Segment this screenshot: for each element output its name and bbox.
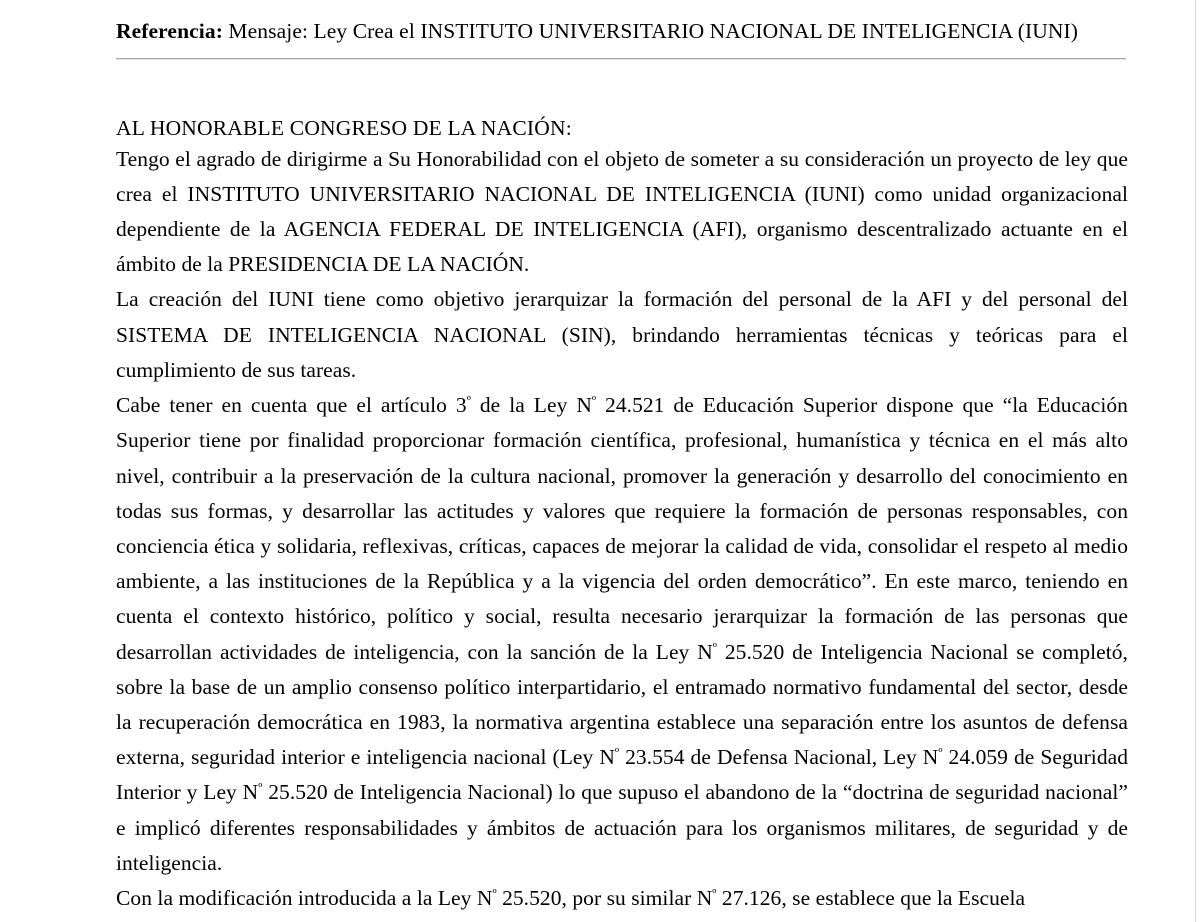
salutation: AL HONORABLE CONGRESO DE LA NACIÓN:	[116, 115, 572, 140]
paragraph-4-segment-b: 25.520, por su similar N	[496, 885, 713, 910]
paragraph-3-segment-b: de la Ley N	[470, 393, 592, 418]
paragraph-4-segment-c: 27.126, se establece que la Escuela	[716, 885, 1026, 910]
ordinal-marker-icon: º	[712, 886, 717, 902]
document-content	[116, 0, 1128, 916]
paragraph-4	[116, 881, 1128, 916]
reference-line	[116, 0, 1128, 45]
ordinal-marker-icon: º	[258, 780, 263, 796]
paragraph-3-segment-a: Cabe tener en cuenta que el artículo 3	[116, 393, 467, 418]
ordinal-marker-icon: º	[591, 393, 597, 409]
paragraph-1: Tengo el agrado de dirigirme a Su Honorabilidad con el objeto de someter a su consideración un proyecto de ley que crea el INSTITUTO UNIVERSITARIO NACIONAL DE INTELIGENCIA (IUNI) como unidad organizacional dependiente de la AGENCIA FEDERAL DE INTELIGENCIA (AFI), organismo descentralizado actuante en el ámbito de la PRESIDENCIA DE LA NACIÓN.	[116, 146, 1128, 277]
paragraph-3-segment-f: 24.059 de Seguridad Interior y Ley N	[116, 745, 1129, 805]
paragraph-3-segment-e: 23.554 de Defensa Nacional, Ley N	[619, 745, 939, 770]
paragraph-3-segment-g: 25.520 de Inteligencia Nacional) lo que supuso el abandono de la “doctrina de seguridad nacional” e implicó diferentes responsabilidades y ámbitos de actuación para los organismos militares, de seguridad y de inteligencia.	[116, 780, 1128, 875]
reference-text: Mensaje: Ley Crea el INSTITUTO UNIVERSITARIO NACIONAL DE INTELIGENCIA (IUNI)	[222, 19, 1078, 43]
header-divider-rule	[116, 58, 1126, 60]
ordinal-marker-icon: º	[614, 745, 620, 761]
ordinal-marker-icon: º	[712, 639, 717, 655]
paragraph-3-segment-c: 24.521 de Educación Superior dispone que “la Educación Superior tiene por finalidad proporcionar formación científica, profesional, humanística y técnica en el más alto nivel, contribuir a la preservación de la cultura nacional, promover la generación y desarrollo del conocimiento en todas sus formas, y desarrollar las actitudes y valores que requiere la formación de personas responsables, con conciencia ética y solidaria, reflexivas, críticas, capaces de mejorar la calidad de vida, consolidar el respeto al medio ambiente, a las instituciones de la República y a la vigencia del orden democrático”. En este marco, teniendo en cuenta el contexto histórico, político y social, resulta necesario jerarquizar la formación de las personas que desarrollan actividades de inteligencia, con la sanción de la Ley N	[116, 393, 1128, 664]
paragraph-3-segment-d: 25.520 de Inteligencia Nacional se completó, sobre la base de un amplio consenso político interpartidario, el entramado normativo fundamental del sector, desde la recuperación democrática en 1983, la normativa argentina establece una separación entre los asuntos de defensa externa, seguridad interior e inteligencia nacional (Ley N	[116, 639, 1128, 770]
reference-label: Referencia:	[116, 19, 223, 43]
paragraph-4-segment-a: Con la modificación introducida a la Ley N	[116, 885, 493, 910]
ordinal-marker-icon: º	[492, 886, 497, 902]
ordinal-marker-icon: º	[938, 745, 943, 761]
paragraph-3	[116, 388, 1128, 881]
paragraph-2: La creación del IUNI tiene como objetivo jerarquizar la formación del personal de la AFI y del personal del SISTEMA DE INTELIGENCIA NACIONAL (SIN), brindando herramientas técnicas y teóricas para el cumplimiento de sus tareas.	[116, 287, 1128, 382]
ordinal-marker-icon: º	[466, 393, 471, 409]
